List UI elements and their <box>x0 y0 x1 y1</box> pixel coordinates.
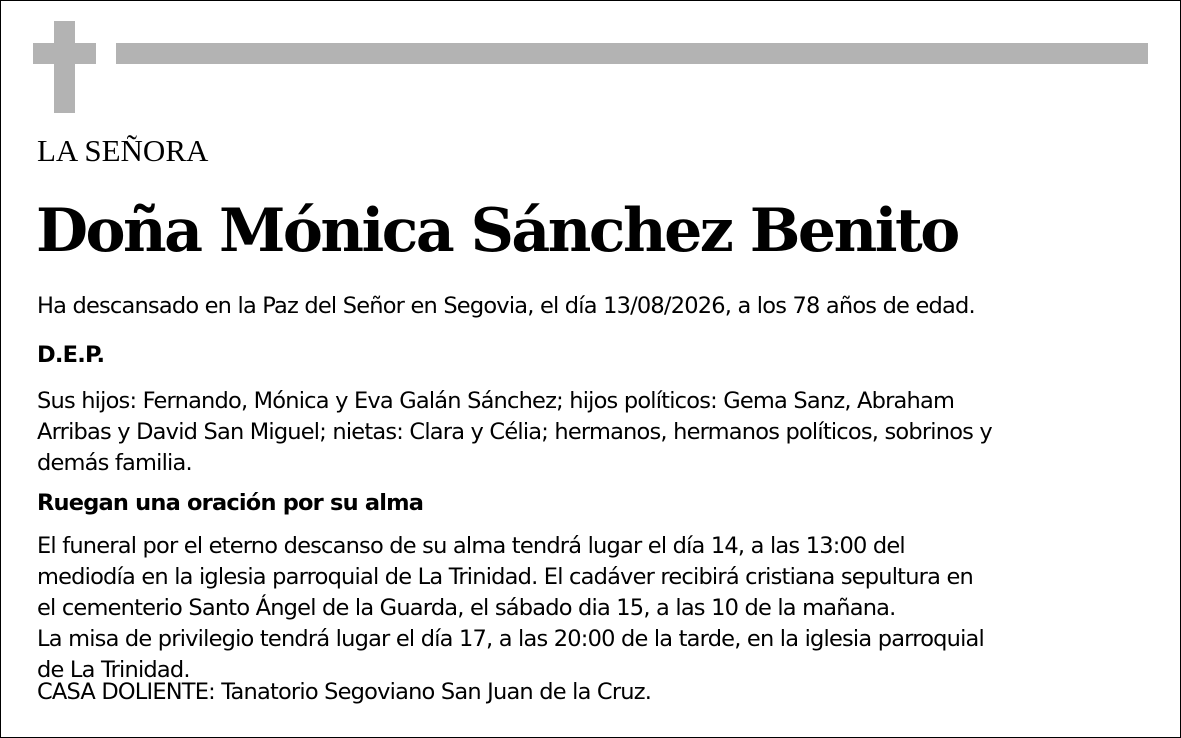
death-notice: Ha descansado en la Paz del Señor en Segovia, el día 13/08/2026, a los 78 años de edad. <box>37 293 975 319</box>
funeral-line: La misa de privilegio tendrá lugar el día 17, a las 20:00 de la tarde, en la iglesia parroquial <box>37 626 984 652</box>
family-line: Sus hijos: Fernando, Mónica y Eva Galán Sánchez; hijos políticos: Gema Sanz, Abraham <box>37 388 955 414</box>
funeral-paragraph <box>37 531 1147 686</box>
funeral-line: mediodía en la iglesia parroquial de La Trinidad. El cadáver recibirá cristiana sepultura en <box>37 564 973 590</box>
dep-label: D.E.P. <box>37 342 105 368</box>
header-rule <box>116 43 1148 64</box>
cross-icon-vertical-bar <box>54 21 75 113</box>
funeral-line: de La Trinidad. <box>37 657 190 683</box>
family-paragraph <box>37 386 1147 479</box>
deceased-name: Doña Mónica Sánchez Benito <box>36 196 958 266</box>
funeral-line: el cementerio Santo Ángel de la Guarda, el sábado dia 15, a las 10 de la mañana. <box>37 595 896 621</box>
family-line: demás familia. <box>37 450 192 476</box>
casa-doliente: CASA DOLIENTE: Tanatorio Segoviano San Juan de la Cruz. <box>37 679 652 705</box>
prayer-request: Ruegan una oración por su alma <box>37 490 424 516</box>
cross-icon-horizontal-bar <box>33 43 96 64</box>
family-line: Arribas y David San Miguel; nietas: Clara y Célia; hermanos, hermanos políticos, sobrinos y <box>37 419 992 445</box>
funeral-line: El funeral por el eterno descanso de su alma tendrá lugar el día 14, a las 13:00 del <box>37 533 905 559</box>
honorific-prefix: LA SEÑORA <box>37 133 209 168</box>
